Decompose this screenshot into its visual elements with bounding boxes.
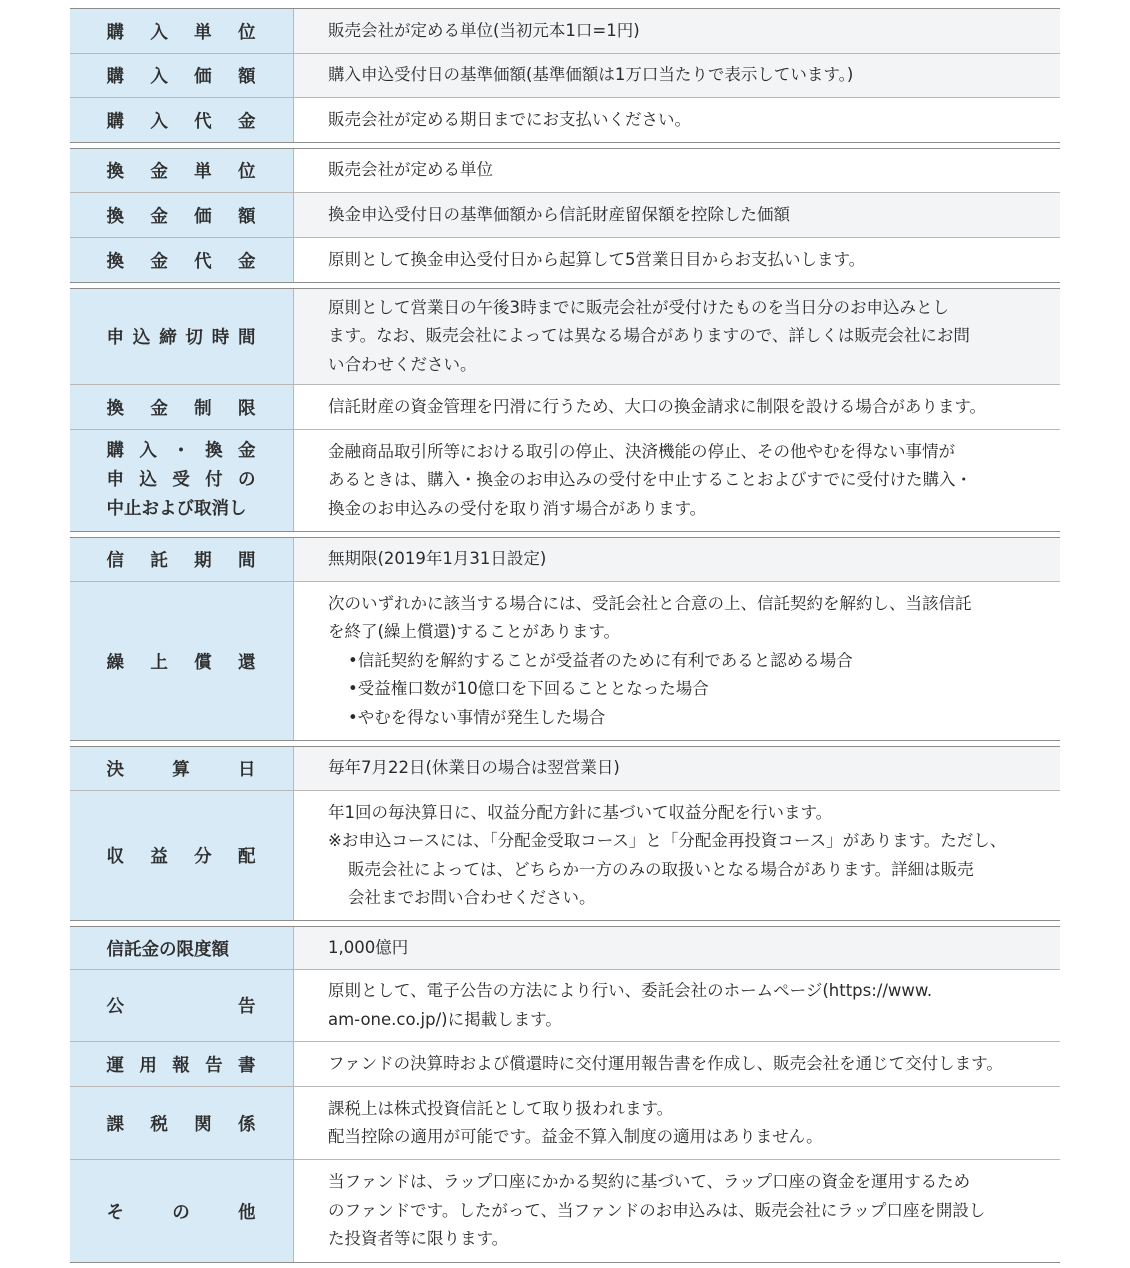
bullet-item: •受益権口数が10億口を下回ることとなった場合 [348, 679, 709, 699]
label-char: 配 [237, 847, 257, 867]
value-line: 1,000億円 [328, 937, 409, 957]
label-char: 時 [211, 328, 231, 348]
label-char: 額 [237, 206, 257, 227]
label-char: 付 [205, 470, 224, 490]
value-line: 無期限(2019年1月31日設定) [328, 549, 547, 569]
label-char: 換 [205, 441, 224, 461]
row-value [294, 149, 1060, 192]
note-line: 会社までお問い合わせください。 [348, 888, 596, 907]
label-char: 期 [194, 551, 213, 571]
row-label [70, 54, 294, 97]
label-char: 償 [194, 652, 213, 673]
label-char: 換 [106, 206, 125, 227]
label-char: 間 [237, 551, 257, 571]
value-line: 購入申込受付日の基準価額(基準価額は1万口当たりで表示しています。) [328, 65, 854, 85]
label-char: 告 [205, 1055, 224, 1076]
label-char: 信 [106, 551, 125, 571]
row-label [70, 385, 294, 429]
value-line: 販売会社が定める期日までにお支払いください。 [328, 109, 691, 129]
note-line: 販売会社によっては、どちらか一方のみの取扱いとなる場合があります。詳細は販売 [348, 859, 974, 879]
row-value [294, 538, 1060, 581]
label-char: 書 [238, 1055, 257, 1076]
label-char: 位 [237, 22, 257, 43]
table-row [70, 384, 1060, 429]
value-line: 年1回の毎決算日に、収益分配方針に基づいて収益分配を行います。 [328, 802, 833, 822]
table-row [70, 237, 1060, 282]
note-line: ※お申込コースには、「分配金受取コース」と「分配金再投資コース」があります。ただし、 [328, 831, 1007, 850]
row-value [294, 289, 1060, 384]
row-value [294, 54, 1060, 97]
row-label [70, 538, 294, 581]
value-line: 販売会社が定める単位 [328, 160, 493, 180]
label-char: 価 [194, 67, 213, 87]
label-char: 益 [150, 847, 169, 867]
value-line: 当ファンドは、ラップ口座にかかる契約に基づいて、ラップ口座の資金を運用するため [328, 1172, 971, 1192]
label-char: 算 [172, 760, 191, 780]
label-char: 報 [172, 1055, 191, 1076]
label-char: 金 [150, 206, 169, 227]
row-label [70, 9, 294, 53]
row-label [70, 1087, 294, 1159]
table-row [70, 192, 1060, 237]
row-label [70, 98, 294, 142]
label-char: 金 [238, 441, 257, 461]
value-line: 課税上は株式投資信託として取り扱われます。 [328, 1098, 674, 1118]
section-group [70, 926, 1060, 1263]
table-row [70, 747, 1060, 790]
label-char: 入 [150, 67, 169, 87]
label-char: の [172, 1202, 191, 1223]
table-row [70, 97, 1060, 142]
row-label [70, 193, 294, 237]
value-line: 換金申込受付日の基準価額から信託財産留保額を控除した価額 [328, 204, 790, 224]
label-char: 申 [106, 470, 125, 490]
label-char: 関 [194, 1114, 213, 1135]
row-value [294, 747, 1060, 790]
row-label [70, 582, 294, 740]
label-char: 価 [194, 206, 213, 227]
table-row [70, 53, 1060, 97]
label-char: 購 [106, 441, 125, 461]
label-char: 入 [139, 441, 158, 461]
row-value [294, 791, 1060, 920]
section-group [70, 746, 1060, 921]
label-char: 中止および取消し [106, 499, 247, 519]
row-label [70, 747, 294, 790]
label-char: 告 [238, 997, 257, 1017]
value-line: を終了(繰上償還)することがあります。 [328, 622, 621, 642]
table-row [70, 538, 1060, 581]
row-value [294, 1160, 1060, 1262]
row-value [294, 385, 1060, 429]
label-char: 上 [150, 652, 169, 673]
label-char: 公 [106, 997, 125, 1017]
label-char: 購 [106, 111, 125, 132]
label-char: 受 [172, 470, 191, 490]
table-row [70, 581, 1060, 740]
table-row [70, 9, 1060, 53]
value-line: am-one.co.jp/)に掲載します。 [328, 1009, 562, 1029]
label-char: 信託金の限度額 [106, 939, 229, 960]
value-line: 配当控除の適用が可能です。益金不算入制度の適用はありません。 [328, 1127, 823, 1146]
label-char: 分 [194, 847, 213, 867]
value-line: 原則として営業日の午後3時までに販売会社が受付けたものを当日分のお申込みとし [328, 297, 949, 317]
table-row [70, 1159, 1060, 1262]
label-char: の [238, 470, 257, 490]
row-value [294, 582, 1060, 740]
label-char: 込 [132, 328, 152, 348]
label-char: 換 [106, 398, 125, 419]
section-group [70, 537, 1060, 741]
value-line: 金融商品取引所等における取引の停止、決済機能の停止、その他やむを得ない事情が [328, 441, 955, 461]
row-label [70, 970, 294, 1041]
value-line: 毎年7月22日(休業日の場合は翌営業日) [328, 758, 620, 778]
label-char: 日 [238, 760, 257, 780]
row-label [70, 1160, 294, 1262]
label-char: 単 [194, 22, 213, 43]
row-label [70, 289, 294, 384]
label-char: 税 [150, 1114, 169, 1135]
label-char: 金 [150, 251, 169, 272]
label-char: 入 [150, 22, 169, 43]
value-line: 原則として、電子公告の方法により行い、委託会社のホームページ(https://www. [328, 981, 933, 1000]
label-char: 間 [237, 328, 257, 348]
label-char: 代 [194, 111, 213, 132]
value-line: 次のいずれかに該当する場合には、受託会社と合意の上、信託契約を解約し、当該信託 [328, 593, 972, 613]
label-char: 購 [106, 22, 125, 43]
label-char: 還 [237, 652, 257, 673]
row-value [294, 1087, 1060, 1159]
label-char: 託 [150, 551, 169, 571]
row-label [70, 791, 294, 920]
section-group [70, 288, 1060, 532]
label-char: そ [106, 1202, 125, 1223]
table-row [70, 927, 1060, 969]
label-char: ・ [172, 441, 191, 461]
table-row [70, 429, 1060, 531]
row-label [70, 238, 294, 282]
label-char: 換 [106, 162, 125, 182]
label-char: 単 [194, 162, 213, 182]
label-char: 限 [237, 398, 257, 419]
section-group [70, 8, 1060, 143]
value-line: ファンドの決算時および償還時に交付運用報告書を作成し、販売会社を通じて交付します。 [328, 1053, 1003, 1073]
label-char: 金 [150, 162, 169, 182]
row-value [294, 1042, 1060, 1086]
label-char: 切 [185, 328, 204, 348]
value-line: 販売会社が定める単位(当初元本1口=1円) [328, 20, 640, 40]
label-char: 購 [106, 67, 125, 87]
label-char: 位 [237, 162, 257, 182]
value-line: あるときは、購入・換金のお申込みの受付を中止することおよびすでに受付けた購入・ [328, 470, 972, 490]
label-char: 収 [106, 847, 125, 867]
label-char: 繰 [106, 652, 125, 673]
label-char: 換 [106, 251, 125, 272]
row-value [294, 9, 1060, 53]
label-char: 運 [106, 1055, 125, 1076]
label-char: 入 [150, 111, 169, 132]
table-row [70, 149, 1060, 192]
value-line: 原則として換金申込受付日から起算して5営業日目からお支払いします。 [328, 249, 866, 269]
label-char: 代 [194, 251, 213, 272]
table-row [70, 1041, 1060, 1086]
row-label [70, 927, 294, 969]
value-line: 信託財産の資金管理を円滑に行うため、大口の換金請求に制限を設ける場合があります。 [328, 396, 987, 416]
label-char: 額 [237, 67, 257, 87]
row-value [294, 193, 1060, 237]
fund-terms-table [70, 8, 1060, 1268]
table-row [70, 790, 1060, 920]
label-char: 申 [106, 328, 125, 348]
bullet-item: •やむを得ない事情が発生した場合 [348, 707, 606, 727]
row-value [294, 238, 1060, 282]
value-line: 換金のお申込みの受付を取り消す場合があります。 [328, 498, 707, 518]
table-row [70, 969, 1060, 1041]
value-line: た投資者等に限ります。 [328, 1229, 509, 1249]
label-char: 金 [237, 111, 257, 132]
label-char: 締 [159, 328, 178, 348]
label-char: 込 [139, 470, 158, 490]
row-label [70, 430, 294, 531]
label-char: 決 [106, 760, 125, 780]
bullet-item: •信託契約を解約することが受益者のために有利であると認める場合 [348, 650, 853, 670]
value-line: い合わせください。 [328, 354, 477, 374]
section-group [70, 148, 1060, 283]
label-char: 他 [238, 1202, 257, 1223]
value-line: のファンドです。したがって、当ファンドのお申込みは、販売会社にラップ口座を開設し [328, 1200, 986, 1220]
row-value [294, 430, 1060, 531]
row-value [294, 98, 1060, 142]
label-char: 用 [139, 1055, 158, 1076]
table-row [70, 1086, 1060, 1159]
label-char: 制 [194, 398, 213, 419]
label-char: 課 [106, 1114, 125, 1135]
label-char: 金 [150, 398, 169, 419]
row-value [294, 927, 1060, 969]
row-label [70, 1042, 294, 1086]
row-label [70, 149, 294, 192]
row-value [294, 970, 1060, 1041]
table-row [70, 289, 1060, 384]
label-char: 係 [237, 1114, 257, 1135]
label-char: 金 [237, 251, 257, 272]
value-line: ます。なお、販売会社によっては異なる場合がありますので、詳しくは販売会社にお問 [328, 326, 970, 346]
